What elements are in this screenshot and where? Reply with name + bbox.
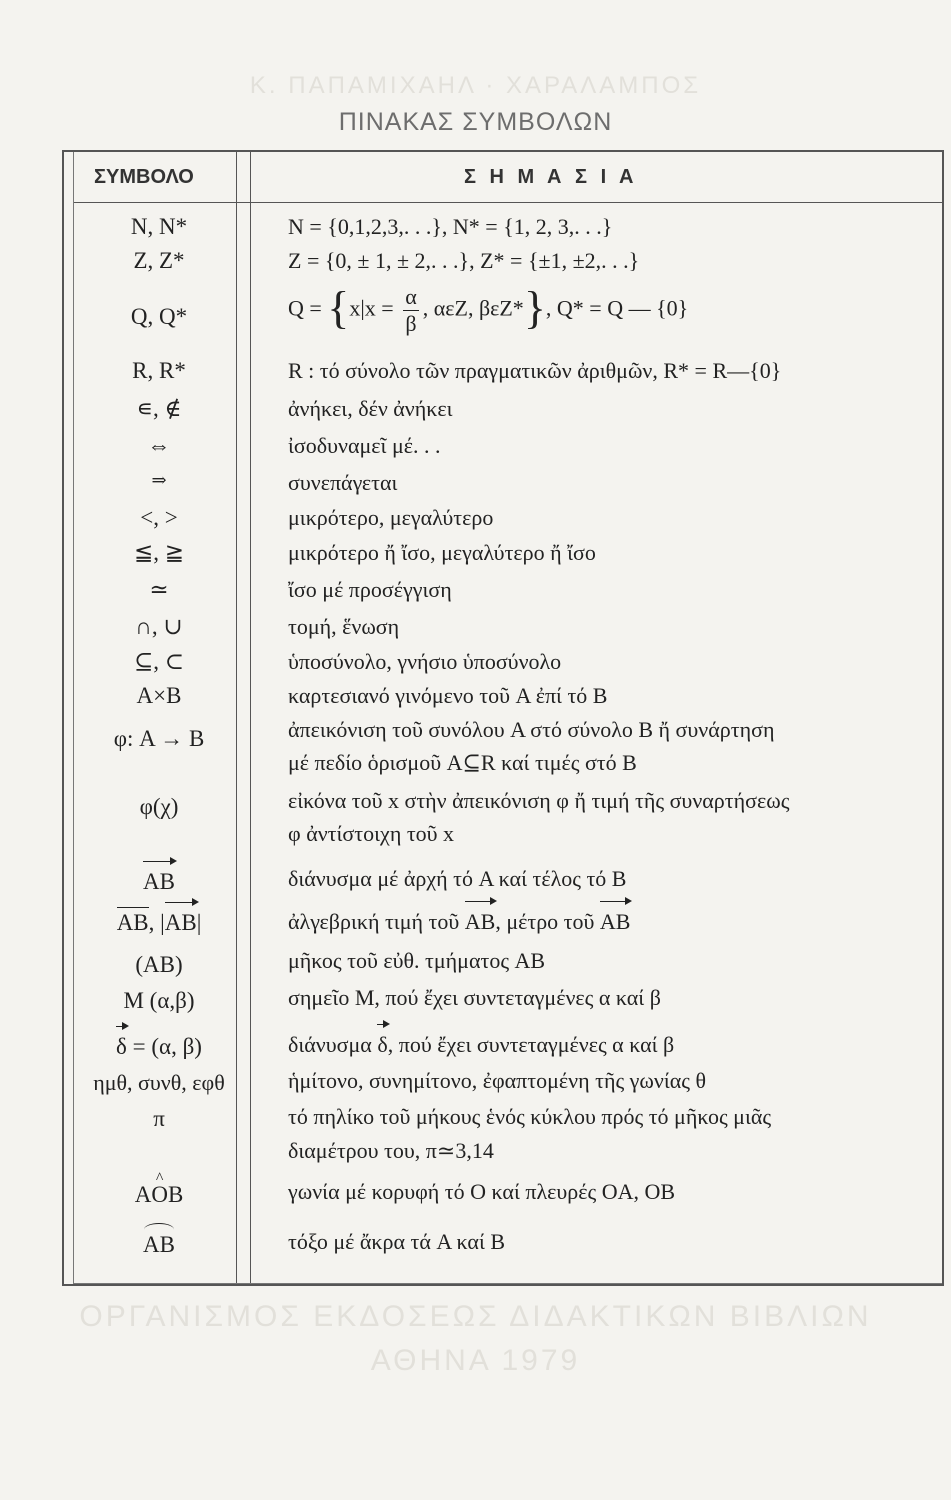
vector-symbol: AB	[164, 910, 197, 935]
symbol-cell: ⇔	[147, 433, 171, 458]
meaning-text: , πού ἔχει συντεταγμένες α καί β	[387, 1032, 675, 1057]
vector-symbol: AB	[599, 909, 631, 934]
symbol-cell: ≦, ≧	[133, 540, 185, 565]
meaning-cell: μικρότερο ἤ ἴσο, μεγαλύτερο ἤ ἴσο	[288, 540, 596, 565]
meaning-text: ἀλγεβρική τιμή τοῦ	[288, 909, 465, 934]
fraction-numerator: α	[405, 284, 417, 309]
bleed-through-text-bottom: ΟΡΓΑΝΙΣΜΟΣ ΕΚΔΟΣΕΩΣ ΔΙΔΑΚΤΙΚΩΝ ΒΙΒΛΙΩΝ	[79, 1300, 872, 1333]
meaning-cell: εἰκόνα τοῦ x στὴν ἀπεικόνιση φ ἤ τιμή τῆς συναρτήσεως	[288, 788, 790, 813]
right-brace-icon: }	[523, 281, 546, 333]
symbol-cell: N, N*	[130, 214, 188, 239]
meaning-cell: σημεῖο M, πού ἔχει συντεταγμένες α καί β	[288, 985, 661, 1010]
meaning-cell: ὑποσύνολο, γνήσιο ὑποσύνολο	[288, 649, 562, 674]
symbol-cell: A×B	[136, 683, 182, 708]
symbol-table	[62, 150, 944, 1286]
symbol-cell: Z, Z*	[133, 248, 185, 273]
algebraic-symbol: AB	[116, 910, 149, 935]
meaning-cell: ἀπεικόνιση τοῦ συνόλου A στό σύνολο B ἤ συνάρτηση	[288, 717, 775, 742]
symbol-cell: π	[153, 1106, 165, 1131]
header-symbol: ΣΥΜΒΟΛΟ	[94, 166, 194, 188]
meaning-cell-line2: μέ πεδίο ὁρισμοῦ A⊆R καί τιμές στό B	[288, 750, 637, 775]
meaning-cell: καρτεσιανό γινόμενο τοῦ A ἐπί τό B	[288, 683, 608, 708]
symbol-text: B	[167, 1182, 184, 1207]
header-divider	[74, 202, 942, 203]
symbol-bar: |	[196, 910, 202, 935]
symbol-cell	[74, 869, 244, 895]
formula-condition: , αεZ, βεZ*	[422, 295, 524, 321]
symbol-cell: M (α,β)	[123, 988, 195, 1013]
symbol-cell: <, >	[140, 505, 178, 530]
meaning-cell: N = {0,1,2,3,. . .}, N* = {1, 2, 3,. . .}	[288, 214, 613, 239]
symbol-cell: ∩, ∪	[135, 614, 183, 639]
symbol-text: = (α, β)	[126, 1034, 202, 1059]
symbol-cell	[74, 1232, 244, 1258]
meaning-cell: τομή, ἕνωση	[288, 614, 400, 639]
vector-symbol: δ	[116, 1034, 127, 1059]
meaning-cell: R : τό σύνολο τῶν πραγματικῶν ἀριθμῶν, R* = R—{0}	[288, 358, 782, 383]
page-title: ΠΙΝΑΚΑΣ ΣΥΜΒΟΛΩΝ	[338, 108, 613, 136]
left-brace-icon: {	[327, 281, 350, 333]
meaning-cell	[288, 1032, 674, 1058]
fraction-denominator: β	[405, 311, 417, 336]
meaning-cell: ἡμίτονο, συνημίτονο, ἐφαπτομένη τῆς γωνίας θ	[288, 1068, 707, 1093]
formula-suffix: , Q* = Q — {0}	[545, 295, 689, 321]
meaning-cell-formula	[288, 281, 689, 336]
meaning-cell: διάνυσμα μέ ἀρχή τό A καί τέλος τό B	[288, 866, 627, 891]
arc-symbol: AB	[143, 1232, 175, 1257]
formula-set: x|x =	[349, 295, 394, 321]
symbol-cell: ημθ, συνθ, εφθ	[93, 1070, 225, 1095]
meaning-cell: συνεπάγεται	[288, 470, 398, 495]
symbol-cell: φ(χ)	[139, 794, 179, 819]
symbol-cell: (AB)	[135, 952, 183, 977]
symbol-cell: ≃	[149, 577, 169, 602]
symbol-cell: ⊆, ⊂	[133, 649, 185, 674]
vector-symbol: AB	[464, 909, 496, 934]
meaning-cell: μικρότερο, μεγαλύτερο	[288, 505, 494, 530]
meaning-text: διάνυσμα	[288, 1032, 378, 1057]
vector-symbol: AB	[143, 869, 175, 894]
hat-icon: ^	[155, 1170, 164, 1187]
bleed-through-text-top: Κ. ΠΑΠΑΜΙΧΑΗΛ · ΧΑΡΑΛΑΜΠΟΣ	[249, 72, 702, 99]
bleed-through-text-bottom-2: ΑΘΗΝΑ 1979	[370, 1344, 581, 1377]
angle-hat	[151, 1170, 168, 1208]
meaning-cell-line2: φ ἀντίστοιχη τοῦ x	[288, 821, 455, 846]
symbol-cell: ∊, ∉	[136, 396, 182, 421]
meaning-text: , μέτρο τοῦ	[495, 909, 600, 934]
symbol-separator: , |	[148, 910, 165, 935]
meaning-cell	[288, 909, 630, 935]
symbol-cell	[74, 1034, 244, 1060]
symbol-cell	[74, 1170, 244, 1208]
meaning-cell: τό πηλίκο τοῦ μήκους ἑνός κύκλου πρός τό μῆκος μιᾶς	[288, 1104, 772, 1129]
symbol-cell: R, R*	[132, 358, 186, 383]
meaning-cell: ἰσοδυναμεῖ μέ. . .	[288, 433, 441, 458]
meaning-cell: τόξο μέ ἄκρα τά A καί B	[288, 1229, 506, 1254]
meaning-cell: ἀνήκει, δέν ἀνήκει	[288, 396, 453, 421]
symbol-cell	[74, 910, 244, 936]
header-meaning: Σ Η Μ Α Σ Ι Α	[464, 166, 638, 188]
symbol-text: A	[134, 1182, 152, 1207]
column-divider-inner	[250, 152, 251, 1283]
symbol-cell: ⇒	[151, 470, 167, 490]
meaning-cell: ἴσο μέ προσέγγιση	[288, 577, 452, 602]
meaning-cell: Z = {0, ± 1, ± 2,. . .}, Z* = {±1, ±2,. . .}	[288, 248, 640, 273]
vector-symbol: δ	[377, 1032, 388, 1057]
symbol-vertex: O	[151, 1182, 168, 1207]
meaning-cell-line2: διαμέτρου του, π≃3,14	[288, 1138, 494, 1163]
symbol-cell: Q, Q*	[130, 304, 188, 329]
meaning-cell: μῆκος τοῦ εὐθ. τμήματος AB	[288, 948, 546, 973]
formula-prefix: Q =	[288, 295, 322, 321]
symbol-cell: φ: A → B	[113, 726, 205, 751]
meaning-cell: γωνία μέ κορυφή τό O καί πλευρές OA, OB	[288, 1179, 676, 1204]
fraction	[403, 286, 419, 335]
